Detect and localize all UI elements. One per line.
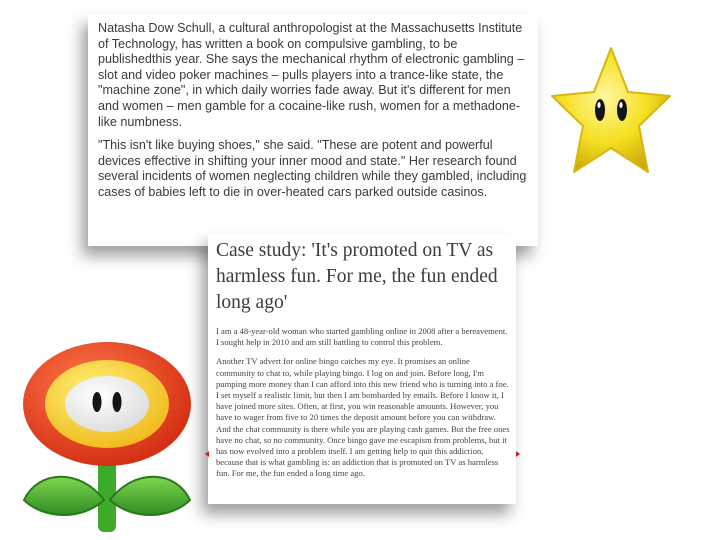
case-study-paragraph-2: Another TV advert for online bingo catches my eye. It promises an online community to chat to, while playing bingo. I log on and join. Before long, I'm pumping more money than I can afford into this new friend who is turning into a foe. I set myself a realistic limit, but then I am bombarded by emails. Before I know it, I have joined more sites. Often, at first, you win reasonable amounts. However, you have to wager from five to 20 times the deposit amount before you can withdraw. And the chat community is there while you are playing cash games. But the free ones have no chat, so no community. Once bingo gave me escapism from problems, but it has now evolved into a problem itself. I am getting help to quit this addiction, because that is what gambling is: an addiction that is promoted on TV as harmless fun. For me, the fun ended a long time ago. — [216, 356, 510, 479]
super-star-icon — [548, 44, 674, 180]
right-marker-icon — [516, 451, 520, 457]
case-study-clipping — [208, 234, 516, 504]
excerpt-paragraph-1: Natasha Dow Schull, a cultural anthropologist at the Massachusetts Institute of Technology, has written a book on compulsive gambling, to be publishedthis year. She says the mechanical rhythm of electronic gambling – slot and video poker machines – pulls players into a trance-like state, the "machine zone", in which daily worries fade away. But it's different for men and women – men gamble for a cocaine-like rush, women for a methadone-like numbness. — [98, 21, 525, 129]
article-excerpt-top — [88, 14, 538, 246]
fire-flower-icon — [20, 340, 196, 536]
case-study-paragraph-1: I am a 48-year-old woman who started gambling online in 2008 after a bereavement. I sought help in 2010 and am still battling to control this problem. — [216, 326, 508, 348]
case-study-title: Case study: 'It's promoted on TV as harmless fun. For me, the fun ended long ago' — [216, 240, 498, 313]
left-marker-icon — [205, 451, 209, 457]
excerpt-paragraph-2: "This isn't like buying shoes," she said. "These are potent and powerful devices effective in shifting your inner mood and state." Her research found several incidents of women neglecting children while they gambled, including cases of babies left to die in over-heated cars parked outside casinos. — [98, 138, 527, 199]
